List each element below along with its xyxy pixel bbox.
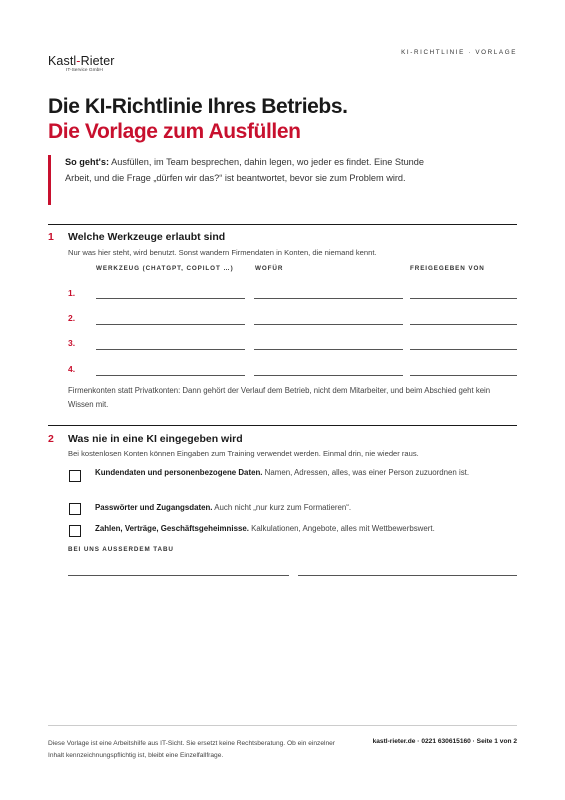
logo-subline: IT-Service GmbH	[66, 68, 103, 73]
checklist-item	[95, 501, 515, 515]
tool-row-number: 3.	[68, 338, 76, 348]
logo-wordmark	[48, 54, 115, 68]
checklist-item-title: Zahlen, Verträge, Geschäftsgeheimnisse.	[95, 524, 249, 533]
intro-text: Ausfüllen, im Team besprechen, dahin legen, wo jeder es findet. Eine Stunde Arbeit, und die Frage „dürfen wir das?“ ist beantwortet, bevor sie zum Problem wird.	[65, 157, 425, 183]
tool-name-field[interactable]	[96, 349, 245, 350]
section-divider	[48, 425, 517, 426]
logo-name-part1: Kastl	[48, 54, 77, 68]
document-tag: KI-RICHTLINIE · VORLAGE	[401, 49, 517, 56]
logo-name-part2: Rieter	[80, 54, 115, 68]
tool-name-field[interactable]	[96, 375, 245, 376]
extra-taboo-label: BEI UNS AUSSERDEM TABU	[68, 546, 174, 553]
logo-separator-icon: ‐	[76, 54, 81, 68]
checkbox-passwords[interactable]	[69, 503, 81, 515]
extra-taboo-field[interactable]	[68, 575, 289, 576]
footer-disclaimer: Diese Vorlage ist eine Arbeitshilfe aus IT-Sicht. Sie ersetzt keine Rechtsberatung. Ob ein einzelner Inhalt kennzeichnungspflichtig ist, bleibt eine Einzelfallfrage.	[48, 740, 335, 759]
intro-callout	[48, 155, 448, 205]
checklist-item	[95, 522, 515, 536]
checklist-item	[95, 466, 515, 480]
tool-purpose-field[interactable]	[254, 375, 403, 376]
section2-title: Was nie in eine KI eingegeben wird	[68, 433, 243, 445]
footer-divider	[48, 725, 517, 726]
tool-row-number: 4.	[68, 364, 76, 374]
tool-purpose-field[interactable]	[254, 298, 403, 299]
extra-taboo-field[interactable]	[298, 575, 517, 576]
column-header-tool: WERKZEUG (CHATGPT, COPILOT …)	[96, 265, 234, 272]
section2-number: 2	[48, 433, 54, 445]
company-logo	[48, 44, 138, 76]
checkbox-personal-data[interactable]	[69, 470, 81, 482]
section2-subtitle: Bei kostenlosen Konten können Eingaben zum Training verwendet werden. Einmal drin, nie wieder raus.	[68, 449, 419, 458]
page-subtitle: Die Vorlage zum Ausfüllen	[48, 120, 301, 143]
page-title: Die KI-Richtlinie Ihres Betriebs.	[48, 95, 348, 118]
tool-name-field[interactable]	[96, 324, 245, 325]
checklist-item-text: Kalkulationen, Angebote, alles mit Wettbewerbswert.	[248, 524, 435, 533]
checklist-item-title: Kundendaten und personenbezogene Daten.	[95, 468, 263, 477]
tool-approver-field[interactable]	[410, 324, 517, 325]
tool-row-number: 1.	[68, 288, 76, 298]
tool-approver-field[interactable]	[410, 298, 517, 299]
checklist-item-text: Auch nicht „nur kurz zum Formatieren“.	[212, 503, 352, 512]
checkbox-trade-secrets[interactable]	[69, 525, 81, 537]
tool-purpose-field[interactable]	[254, 349, 403, 350]
tool-purpose-field[interactable]	[254, 324, 403, 325]
tool-name-field[interactable]	[96, 298, 245, 299]
tool-row-number: 2.	[68, 313, 76, 323]
section-divider	[48, 224, 517, 225]
section1-title: Welche Werkzeuge erlaubt sind	[68, 231, 226, 243]
checklist-item-title: Passwörter und Zugangsdaten.	[95, 503, 213, 512]
section1-subtitle: Nur was hier steht, wird benutzt. Sonst wandern Firmendaten in Konten, die niemand kennt.	[68, 248, 377, 257]
tool-approver-field[interactable]	[410, 349, 517, 350]
tool-approver-field[interactable]	[410, 375, 517, 376]
section1-note: Firmenkonten statt Privatkonten: Dann gehört der Verlauf dem Betrieb, nicht dem Mitarbeiter, und beim Abschied geht kein Wissen mit.	[68, 386, 491, 409]
checklist-item-text: Namen, Adressen, alles, was einer Person zuzuordnen ist.	[262, 468, 470, 477]
column-header-purpose: WOFÜR	[255, 265, 284, 272]
intro-lead: So geht's:	[65, 157, 110, 167]
footer-contact: kastl-rieter.de · 0221 630615160 · Seite 1 von 2	[372, 738, 517, 745]
column-header-approved-by: FREIGEGEBEN VON	[410, 265, 485, 272]
section1-number: 1	[48, 231, 54, 243]
